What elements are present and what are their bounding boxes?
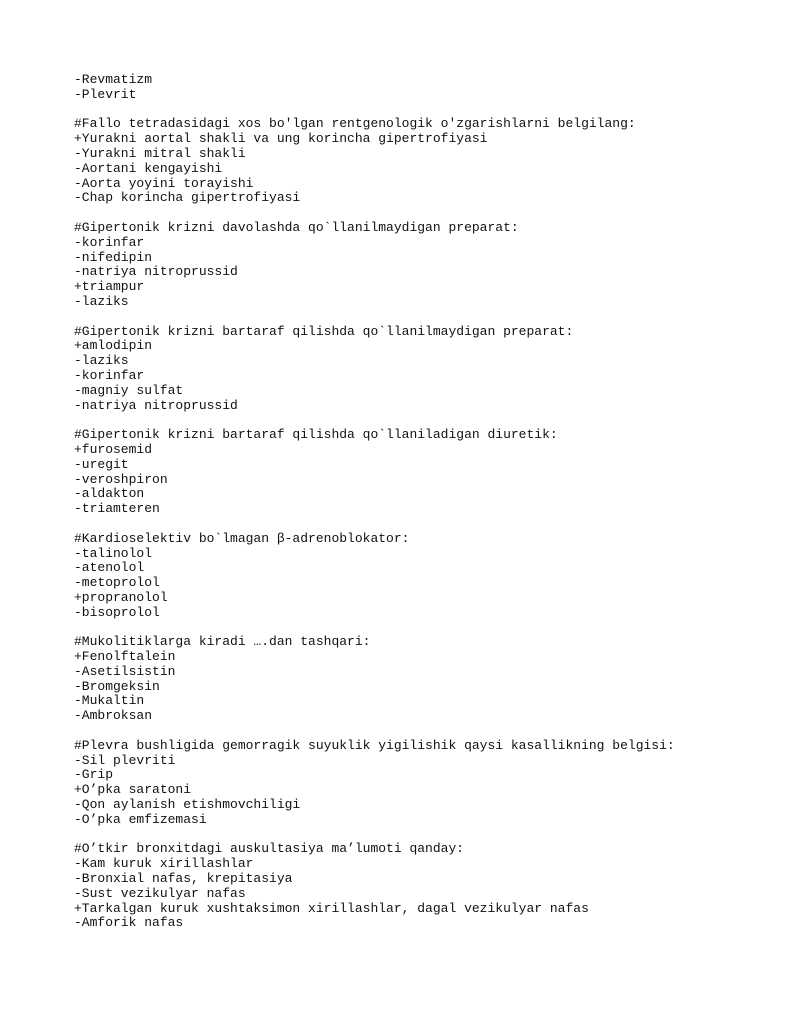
option-line: -Revmatizm: [74, 72, 153, 87]
question-line: #Gipertonik krizni bartaraf qilishda qo`llaniladigan diuretik:: [74, 427, 558, 443]
question-line: #Plevra bushligida gemorragik suyuklik yigilishik qaysi kasallikning belgisi:: [74, 737, 675, 753]
option-line: -Bromgeksin: [74, 678, 160, 694]
option-line: -laziks: [74, 353, 129, 369]
option-line: -metoprolol: [74, 575, 160, 591]
option-line: -triamteren: [74, 501, 160, 517]
question-line: #Fallo tetradasidagi xos bo'lgan rentgenologik o'zgarishlarni belgilang:: [74, 116, 636, 132]
option-line: -Sil plevriti: [74, 752, 176, 768]
option-line: -magniy sulfat: [74, 382, 184, 398]
option-line: -Grip: [74, 767, 114, 783]
option-line: -aldakton: [74, 486, 145, 502]
option-line: -korinfar: [74, 367, 145, 383]
option-line: +propranolol: [74, 589, 168, 605]
option-line: +Yurakni aortal shakli va ung korincha gipertrofiyasi: [74, 131, 488, 147]
question-line: #O’tkir bronxitdagi auskultasiya ma’lumoti qanday:: [74, 841, 465, 857]
option-line: -Asetilsistin: [74, 663, 176, 679]
option-line: -talinolol: [74, 545, 153, 561]
question-line: #Gipertonik krizni bartaraf qilishda qo`llanilmaydigan preparat:: [74, 323, 574, 339]
option-line: -natriya nitroprussid: [74, 264, 238, 280]
option-line: -Yurakni mitral shakli: [74, 145, 246, 161]
option-line: +O’pka saratoni: [74, 782, 192, 798]
option-line: +amlodipin: [74, 338, 153, 354]
option-line: +furosemid: [74, 441, 153, 457]
question-line: #Kardioselektiv bo`lmagan β-adrenoblokator:: [74, 530, 410, 546]
option-line: -Qon aylanish etishmovchiligi: [74, 797, 301, 813]
question-block: [74, 117, 774, 206]
option-line: -korinfar: [74, 234, 145, 250]
option-line: -Sust vezikulyar nafas: [74, 885, 246, 901]
option-line: -Aorta yoyini torayishi: [74, 175, 254, 191]
option-line: +Tarkalgan kuruk xushtaksimon xirillashlar, dagal vezikulyar nafas: [74, 900, 589, 916]
option-line: +triampur: [74, 279, 145, 295]
option-line: +Fenolftalein: [74, 649, 176, 665]
document-page: [74, 73, 774, 946]
question-block: [74, 635, 774, 724]
option-line: -bisoprolol: [74, 604, 160, 620]
option-line: -Ambroksan: [74, 708, 153, 724]
option-line: -nifedipin: [74, 249, 153, 265]
intro-block: [74, 73, 774, 103]
option-line: -Plevrit: [74, 86, 137, 102]
option-line: -atenolol: [74, 560, 145, 576]
option-line: -natriya nitroprussid: [74, 397, 238, 413]
option-line: -O’pka emfizemasi: [74, 811, 207, 827]
question-block: [74, 739, 774, 828]
question-line: #Gipertonik krizni davolashda qo`llanilmaydigan preparat:: [74, 219, 519, 235]
question-block: [74, 428, 774, 517]
option-line: -Kam kuruk xirillashlar: [74, 856, 254, 872]
option-line: -Aortani kengayishi: [74, 160, 223, 176]
option-line: -uregit: [74, 456, 129, 472]
option-line: -Mukaltin: [74, 693, 145, 709]
option-line: -Amforik nafas: [74, 915, 184, 931]
question-block: [74, 532, 774, 621]
question-block: [74, 221, 774, 310]
question-block: [74, 842, 774, 931]
question-line: #Mukolitiklarga kiradi ….dan tashqari:: [74, 634, 371, 650]
option-line: -veroshpiron: [74, 471, 168, 487]
question-block: [74, 325, 774, 414]
option-line: -Bronxial nafas, krepitasiya: [74, 871, 293, 887]
option-line: -laziks: [74, 293, 129, 309]
option-line: -Chap korincha gipertrofiyasi: [74, 190, 301, 206]
